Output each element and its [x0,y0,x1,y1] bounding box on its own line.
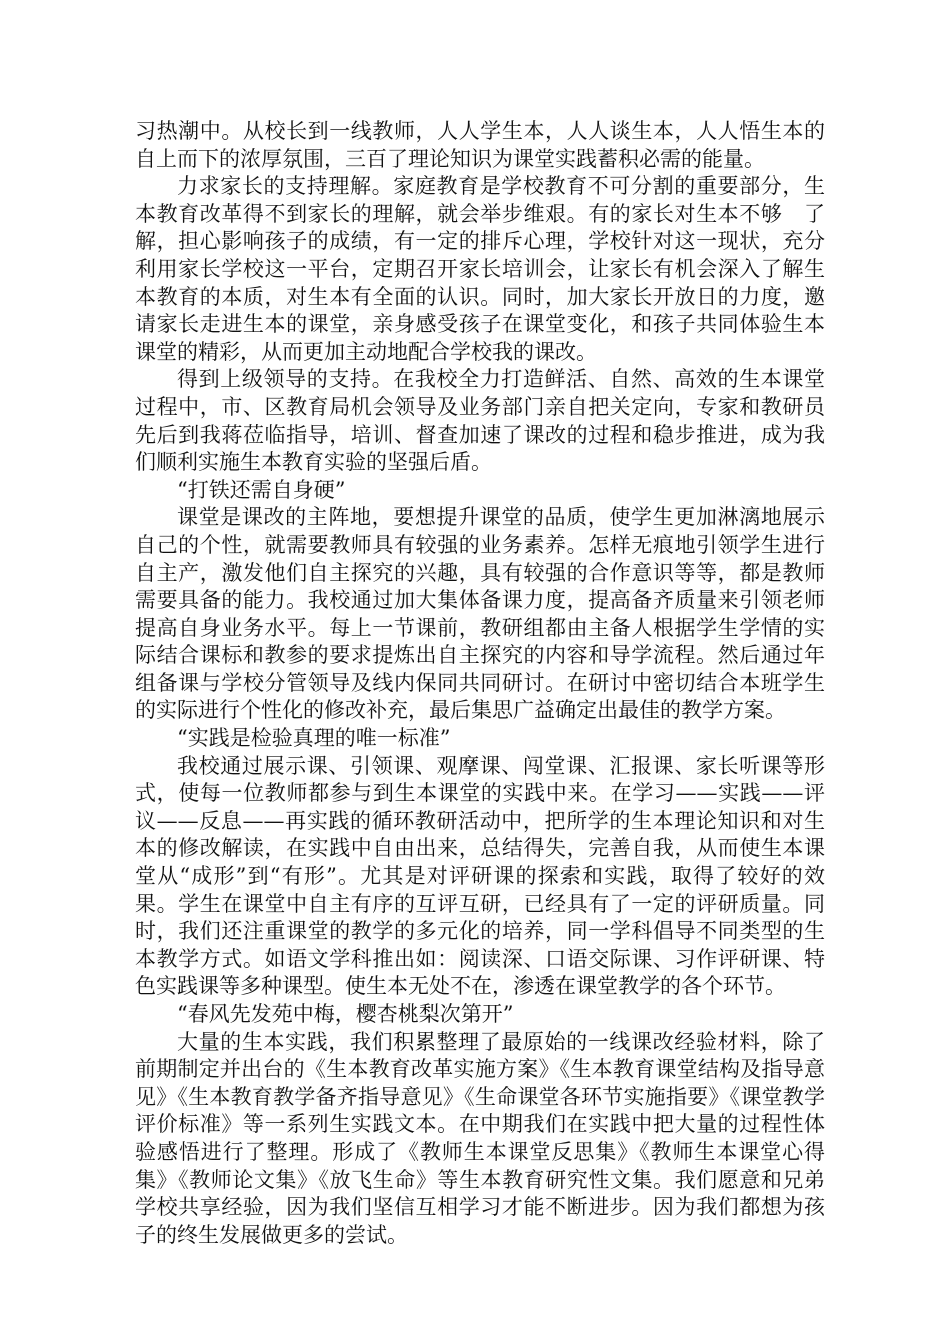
paragraph-teacher-quality: 课堂是课改的主阵地，要想提升课堂的品质，使学生更加淋漓地展示自己的个性，就需要教师具有较强的业务素养。怎样无痕地引领学生进行自主产，激发他们自主探究的兴趣，具有较强的合作意识等等，都是教师需要具备的能力。我校通过加大集体备课力度，提高备齐质量来引领老师提高自身业务水平。每上一节课前，教研组都由主备人根据学生学情的实际结合课标和教参的要求提炼出自主探究的内容和导学流程。然后通过年组备课与学校分管领导及线内保同共同研讨。在研讨中密切结合本班学生的实际进行个性化的修改补充，最后集思广益确定出最佳的教学方案。 [135,505,825,723]
document-page [135,118,825,1249]
paragraph-intro-continuation: 习热潮中。从校长到一线教师，人人学生本，人人谈生本，人人悟生本的自上而下的浓厚氛围，三百了理论知识为课堂实践蓄积必需的能量。 [135,119,825,171]
paragraph-achievements: 大量的生本实践，我们积累整理了最原始的一线课改经验材料，除了前期制定并出台的《生本教育改革实施方案》《生本教育课堂结构及指导意见》《生本教育教学备齐指导意见》《生命课堂各环节实施指要》《课堂教学评价标准》等一系列生实践文本。在中期我们在实践中把大量的过程性体验感悟进行了整理。形成了《教师生本课堂反思集》《教师生本课堂心得集》《教师论文集》《放飞生命》等生本教育研究性文集。我们愿意和兄弟学校共享经验，因为我们坚信互相学习才能不断进步。因为我们都想为孩子的终生发展做更多的尝试。 [135,1029,825,1247]
section-heading-spring-breeze: “春风先发苑中梅，樱杏桃梨次第开” [177,1002,514,1026]
section-heading-practice: “实践是检验真理的唯一标准” [177,726,451,751]
paragraph-parent-support: 力求家长的支持理解。家庭教育是学校教育不可分割的重要部分，生本教育改革得不到家长的理解，就会举步维艰。有的家长对生本不够 了解，担心影响孩子的成绩，有一定的排斥心理，学校针对这一现状，充分利用家长学校这一平台，定期召开家长培训会，让家长有机会深入了解生本教育的本质，对生本有全面的认识。同时，加大家长开放日的力度，邀请家长走进生本的课堂，亲身感受孩子在课堂变化，和孩子共同体验生本课堂的精彩，从而更加主动地配合学校我的课改。 [135,174,825,364]
paragraph-practice: 我校通过展示课、引领课、观摩课、闯堂课、汇报课、家长听课等形式，使每一位教师都参与到生本课堂的实践中来。在学习——实践——评议——反息——再实践的循环教研活动中，把所学的生本理论知识和对生本的修改解读，在实践中自由出来，总结得失，完善自我，从而使生本课堂从“成形”到“有形”。尤其是对评研课的探索和实践，取得了较好的效果。学生在课堂中自主有序的互评互研，已经具有了一定的评研质量。同时，我们还注重课堂的教学的多元化的培养，同一学科倡导不同类型的生本教学方式。如语文学科推出如：阅读深、口语交际课、习作评研课、特色实践课等多种课型。使生本无处不在，渗透在课堂教学的各个环节。 [135,753,825,999]
paragraph-leadership-support: 得到上级领导的支持。在我校全力打造鲜活、自然、高效的生本课堂过程中，市、区教育局机会领导及业务部门亲自把关定向，专家和教研员先后到我蒋莅临指导，培训、督查加速了课改的过程和稳步推进，成为我们顺利实施生本教育实验的坚强后盾。 [135,367,825,475]
section-heading-self-improvement: “打铁还需自身硬” [177,477,346,502]
